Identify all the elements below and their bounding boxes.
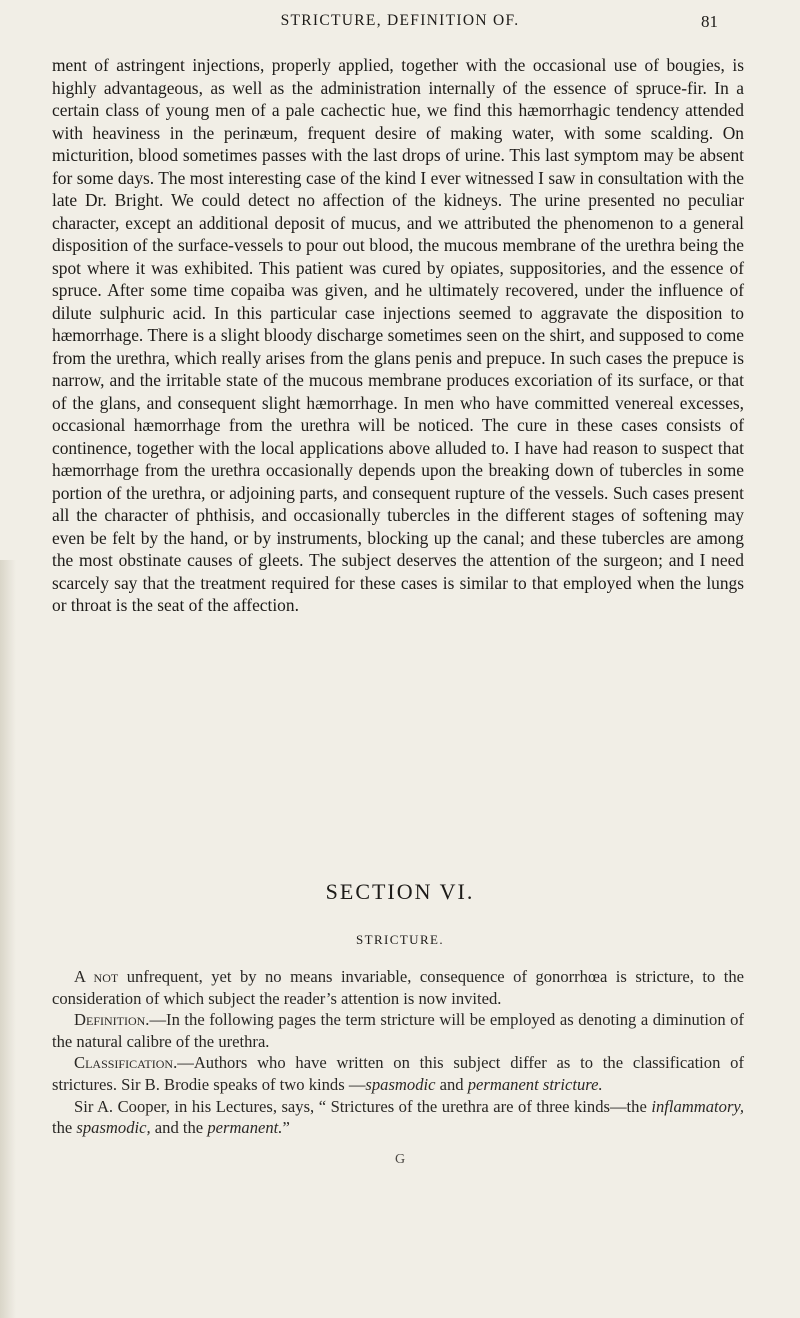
page-number: 81 — [701, 12, 718, 31]
classification-and: and — [435, 1074, 468, 1094]
body-text-block — [52, 54, 744, 617]
classification-italic-permanent: permanent stricture. — [467, 1074, 603, 1094]
cooper-italic-permanent: permanent. — [207, 1118, 283, 1138]
section-text-block — [52, 966, 744, 1139]
intro-paragraph — [52, 966, 744, 1009]
classification-label: Classification. — [74, 1053, 178, 1073]
body-paragraph: ment of astringent injections, properly applied, together with the occasional use of bougies, is highly advantageous, as well as the administration internally of the essence of spruce-fir. In a certain class of young men of a pale cachectic hue, we find this hæmorrhagic tendency attended with heaviness in the perinæum, frequent desire of making water, with some scalding. On micturition, blood sometimes passes with the last drops of urine. This last symptom may be absent for some days. The most interesting case of the kind I ever witnessed I saw in consultation with the late Dr. Bright. We could detect no affection of the kidneys. The urine presented no peculiar character, except an additional deposit of mucus, and we attributed the phenomenon to a general disposition of the surface-vessels to pour out blood, the mucous membrane of the urethra being the spot where it was exhibited. This patient was cured by opiates, suppositories, and the essence of spruce. After some time copaiba was given, and he ultimately recovered, under the influence of dilute sulphuric acid. In this particular case injections seemed to aggravate the disposition to hæmorrhage. There is a slight bloody discharge sometimes seen on the shirt, and supposed to come from the urethra, which really arises from the glans penis and prepuce. In such cases the prepuce is narrow, and the irritable state of the mucous membrane produces excoriation of its surface, or that of the glans, and consequent slight hæmorrhage. In men who have committed venereal excesses, occasional hæmorrhage from the urethra will be noticed. The cure in these cases consists of continence, together with the local applications above alluded to. I have had reason to suspect that hæmorrhage from the urethra occasionally depends upon the breaking down of tubercles in some portion of the urethra, or adjoining parts, and consequent rupture of the vessels. Such cases present all the character of phthisis, and occasionally tubercles in the different stages of softening may even be felt by the hand, or by instruments, blocking up the canal; and these tubercles are among the most obstinate causes of gleets. The subject deserves the attention of the surgeon; and I need scarcely say that the treatment required for these cases is similar to that employed when the lungs or throat is the seat of the affection. — [52, 55, 744, 615]
cooper-text-3: and the — [150, 1118, 208, 1138]
classification-paragraph — [52, 1052, 744, 1095]
signature-mark: G — [394, 1152, 406, 1167]
definition-label: Definition. — [74, 1010, 150, 1030]
definition-text: —In the following pages the term stricture will be employed as denoting a diminution of the natural calibre of the urethra. — [52, 1010, 744, 1051]
definition-paragraph — [52, 1009, 744, 1052]
running-head: STRICTURE, DEFINITION OF. — [280, 12, 520, 29]
cooper-text-2: the — [52, 1118, 77, 1138]
page-header — [0, 12, 800, 40]
cooper-italic-spasmodic: spasmodic, — [76, 1118, 151, 1138]
cooper-text-4: ” — [282, 1118, 290, 1138]
classification-italic-spasmodic: spasmodic — [365, 1074, 436, 1094]
section-heading: SECTION VI. — [325, 879, 475, 904]
cooper-text-1: Sir A. Cooper, in his Lectures, says, “ Strictures of the urethra are of three kinds—the — [74, 1096, 652, 1116]
classification-text: —Authors who have written on this subject differ as to the classification of strictures. Sir B. Brodie speaks of two kinds — — [52, 1053, 744, 1094]
cooper-italic-inflammatory: inflammatory, — [651, 1096, 744, 1116]
intro-text: unfrequent, yet by no means invariable, consequence of gonorrhœa is stricture, to the consideration of which subject the reader’s attention is now invited. — [52, 967, 744, 1008]
intro-lead: A not — [74, 967, 119, 986]
cooper-paragraph — [52, 1096, 744, 1139]
section-subheading: STRICTURE. — [355, 932, 445, 947]
